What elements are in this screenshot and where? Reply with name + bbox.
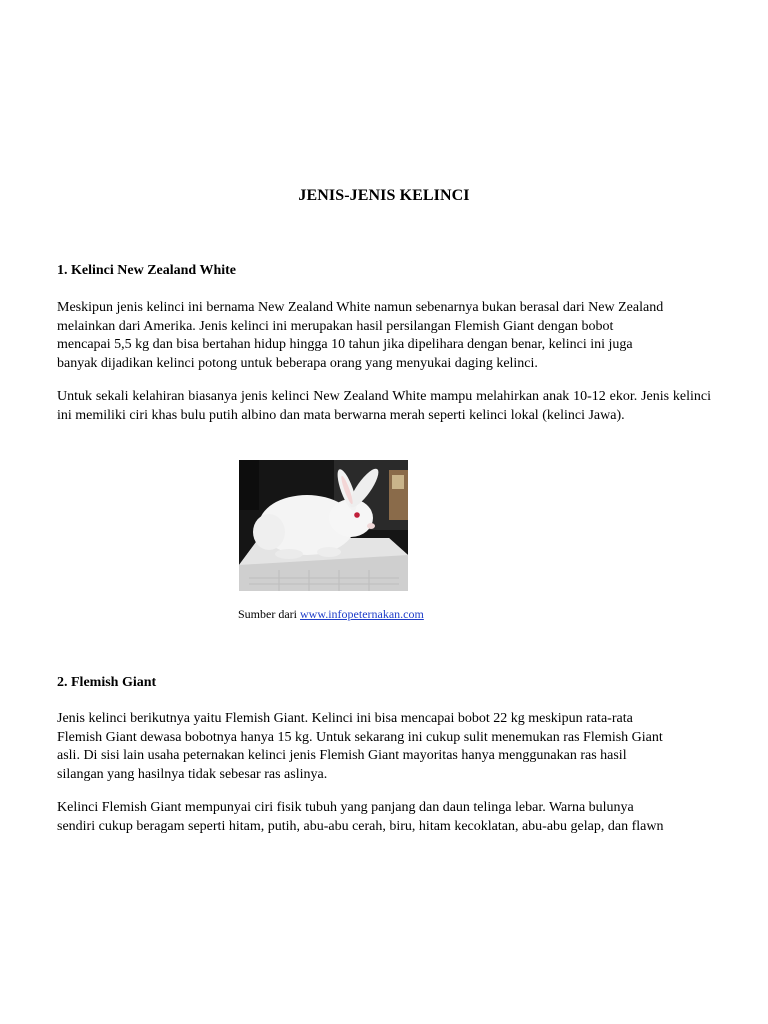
paragraph-fg-weight xyxy=(57,710,711,784)
text-line: Flemish Giant dewasa bobotnya hanya 15 kg. Untuk sekarang ini cukup sulit menemukan ras Flemish Giant xyxy=(57,729,663,745)
image-caption xyxy=(238,607,424,622)
paragraph-fg-traits xyxy=(57,799,711,836)
section-heading-flemish-giant: 2. Flemish Giant xyxy=(57,675,157,690)
caption-prefix: Sumber dari xyxy=(238,607,297,621)
text-line: sendiri cukup beragam seperti hitam, putih, abu-abu cerah, biru, hitam kecoklatan, abu-abu gelap, dan flawn xyxy=(57,818,664,834)
paragraph-nzw-traits: Untuk sekali kelahiran biasanya jenis kelinci New Zealand White mampu melahirkan anak 10-12 ekor. Jenis kelinci ini memiliki ciri khas bulu putih albino dan mata berwarna merah seperti kelinci lokal (kelinci Jawa). xyxy=(57,389,711,423)
rabbit-photo xyxy=(239,460,408,591)
text-line: Kelinci Flemish Giant mempunyai ciri fisik tubuh yang panjang dan daun telinga lebar. Warna bulunya xyxy=(57,800,634,815)
document-title: JENIS-JENIS KELINCI xyxy=(298,187,470,204)
source-link[interactable]: www.infopeternakan.com xyxy=(300,607,424,621)
section-heading-new-zealand-white: 1. Kelinci New Zealand White xyxy=(57,263,237,278)
paragraph-nzw-origin xyxy=(57,299,711,373)
text-line: asli. Di sisi lain usaha peternakan kelinci jenis Flemish Giant mayoritas hanya menggunakan ras hasil xyxy=(57,748,627,763)
text-line: Jenis kelinci berikutnya yaitu Flemish Giant. Kelinci ini bisa mencapai bobot 22 kg meskipun rata-rata xyxy=(57,711,633,726)
text-line: banyak dijadikan kelinci potong untuk beberapa orang yang menyukai daging kelinci. xyxy=(57,355,538,371)
text-line: melainkan dari Amerika. Jenis kelinci ini merupakan hasil persilangan Flemish Giant dengan bobot xyxy=(57,318,614,334)
text-line: Meskipun jenis kelinci ini bernama New Zealand White namun sebenarnya bukan berasal dari New Zealand xyxy=(57,300,664,315)
text-line: silangan yang hasilnya tidak sebesar ras aslinya. xyxy=(57,766,328,782)
text-line: mencapai 5,5 kg dan bisa bertahan hidup hingga 10 tahun jika dipelihara dengan benar, kelinci ini juga xyxy=(57,337,633,352)
